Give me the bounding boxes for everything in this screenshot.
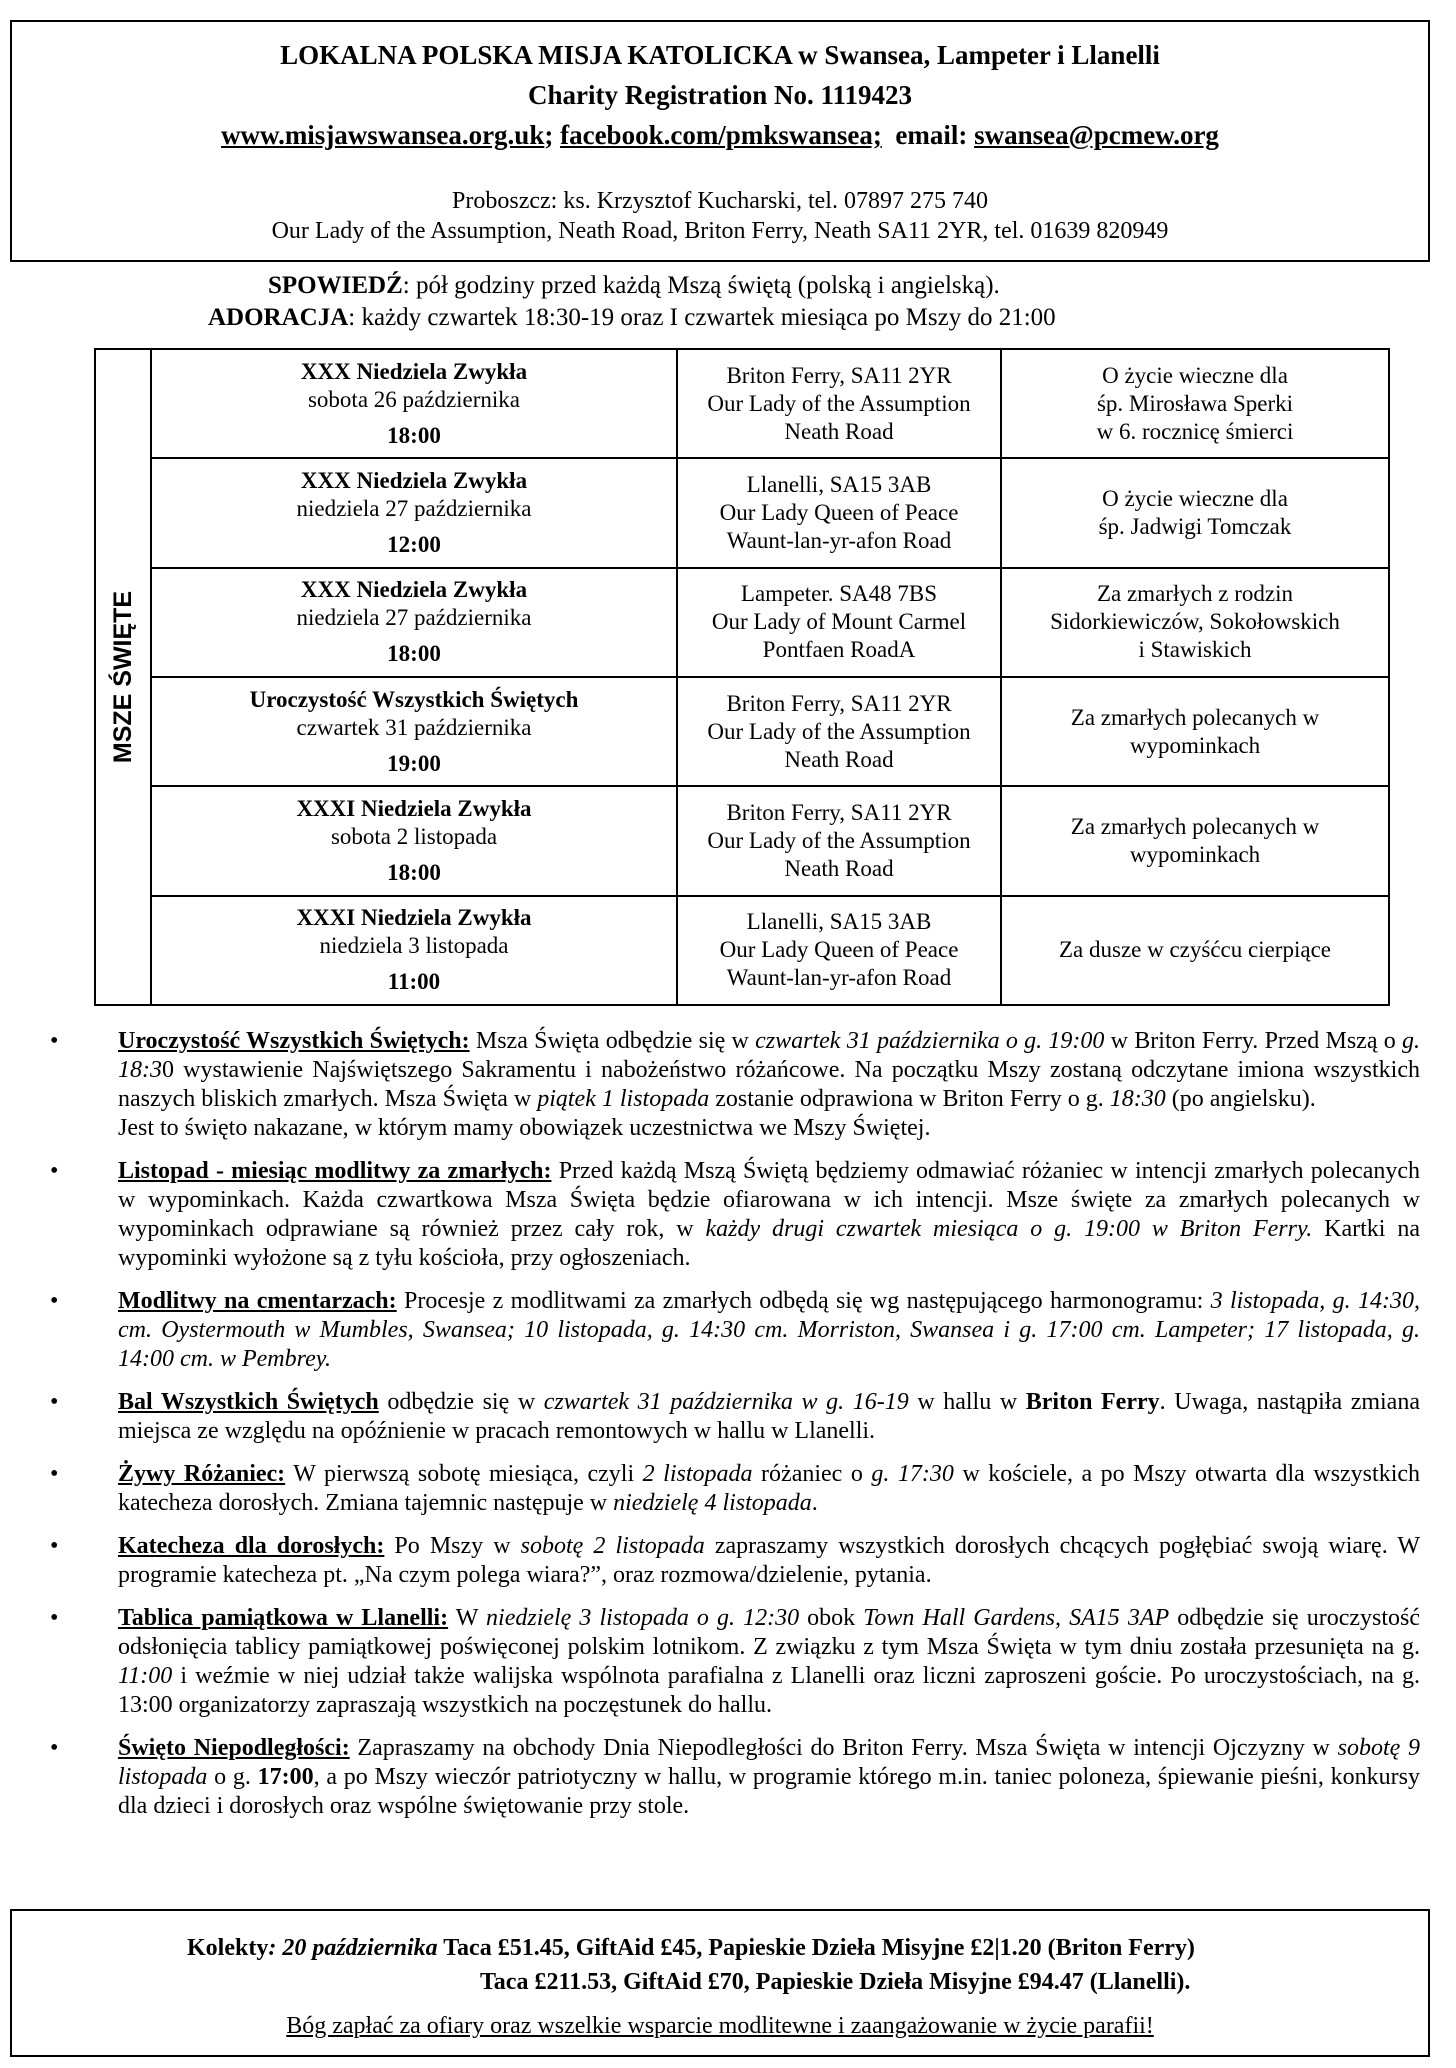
- bullet: •: [50, 1735, 59, 1761]
- intention-line: wypominkach: [1129, 732, 1261, 758]
- notice-emphasis: g. 18:3: [118, 1028, 1420, 1083]
- feast-cell: [151, 896, 677, 1005]
- notice-text: Procesje z modlitwami za zmarłych odbędą się wg następującego harmonogramu:: [396, 1288, 1211, 1314]
- collections-briton-ferry: Taca £51.45, GiftAid £45, Papieskie Dzieła Misyjne £2|1.20 (Briton Ferry): [437, 1935, 1195, 1961]
- confession-label: SPOWIEDŹ: [268, 272, 403, 299]
- feast-date: niedziela 3 listopada: [319, 933, 509, 959]
- bullet: •: [50, 1158, 59, 1184]
- feast-cell: [151, 458, 677, 567]
- place-line: Briton Ferry, SA11 2YR: [726, 799, 952, 825]
- notice-text: w Briton Ferry. Przed Mszą o: [1104, 1028, 1402, 1054]
- notice-bold: Briton Ferry: [1025, 1389, 1160, 1415]
- place-line: Our Lady Queen of Peace: [719, 499, 959, 525]
- notice-bold: 17:00: [257, 1764, 314, 1790]
- intention-line: Za zmarłych polecanych w: [1070, 813, 1320, 839]
- mass-time: 18:00: [387, 859, 441, 885]
- notice-text: Przed każdą Mszą Świętą będziemy odmawiać różaniec w intencji zmarłych polecanych w wypominkach. Każda czwartkowa Msza Święta będzie ofiarowana w ich intencji. Msze święte za zmarłych polecanych w wypominkach odprawiane są również przez cały rok, w: [118, 1158, 1420, 1242]
- mass-row: [95, 349, 1389, 458]
- collections-llanelli: Taca £211.53, GiftAid £70, Papieskie Dzieła Misyjne £94.47 (Llanelli).: [480, 1969, 1191, 1995]
- notice-title: Żywy Różaniec:: [118, 1461, 286, 1487]
- collections-date: : 20 października: [268, 1935, 438, 1961]
- place-line: Pontfaen RoadA: [762, 637, 916, 663]
- place-line: Our Lady of the Assumption: [707, 390, 971, 416]
- notice-text: odbędzie się w: [378, 1389, 544, 1415]
- place-cell: [677, 349, 1001, 458]
- feast-date: niedziela 27 października: [296, 605, 532, 631]
- notice-text: Kartki na wypominki wyłożone są z tyłu kościoła, przy ogłoszeniach.: [118, 1216, 1420, 1271]
- notice-text: odbędzie się uroczystość odsłonięcia tablicy pamiątkowej poświęconej polskim lotnikom. Z związku z tym Msza Święta w tym dniu została przesunięta na g.: [118, 1605, 1421, 1660]
- place-line: Llanelli, SA15 3AB: [746, 909, 932, 935]
- notice-text: w kościele, a po Mszy otwarta dla wszystkich katecheza dorosłych. Zmiana tajemnic następuje w: [118, 1461, 1421, 1516]
- feast-date: czwartek 31 października: [296, 714, 532, 740]
- place-cell: [677, 896, 1001, 1005]
- notice-ball: [40, 1388, 1420, 1446]
- place-line: Waunt-lan-yr-afon Road: [726, 965, 952, 991]
- feast-name: XXX Niedziela Zwykła: [300, 577, 528, 603]
- feast-cell: [151, 677, 677, 786]
- place-line: Llanelli, SA15 3AB: [746, 471, 932, 497]
- bullet: •: [50, 1533, 59, 1559]
- notice-text: . Uwaga, nastąpiła zmiana miejsca ze względu na opóźnienie w pracach remontowych w hallu w Llanelli.: [118, 1389, 1420, 1444]
- notice-text: .: [811, 1490, 818, 1516]
- intention-cell: [1001, 349, 1389, 458]
- feast-name: XXXI Niedziela Zwykła: [296, 905, 532, 931]
- intention-cell: [1001, 568, 1389, 677]
- notice-rosary: [40, 1460, 1420, 1518]
- contact-links: [12, 120, 1428, 151]
- notice-emphasis: niedzielę 4 listopada: [613, 1490, 812, 1516]
- notice-title: Katecheza dla dorosłych:: [118, 1533, 385, 1559]
- notice-emphasis: 11:00: [118, 1663, 173, 1689]
- confession-info: [268, 272, 1000, 300]
- intention-cell: [1001, 677, 1389, 786]
- notice-plaque: [40, 1604, 1420, 1720]
- feast-date: sobota 2 listopada: [330, 823, 498, 849]
- mass-row: [95, 786, 1389, 895]
- links-separator: ;: [544, 120, 561, 150]
- mass-time: 18:00: [387, 641, 441, 667]
- place-line: Neath Road: [784, 746, 894, 772]
- notice-emphasis: 18:30: [1109, 1086, 1166, 1112]
- place-line: Neath Road: [784, 855, 894, 881]
- notice-extra-line: Jest to święto nakazane, w którym mamy obowiązek uczestnictwa we Mszy Świętej.: [118, 1115, 931, 1141]
- mass-row: [95, 458, 1389, 567]
- notice-text: zapraszamy wszystkich dorosłych chcących pogłębiać swoją wiarę. W programie katecheza pt. „Na czym polega wiara?”, oraz rozmowa/dzielenie, pytania.: [118, 1533, 1420, 1588]
- intention-line: Za zmarłych polecanych w: [1070, 704, 1320, 730]
- notice-emphasis: czwartek 31 października w g. 16-19: [543, 1389, 909, 1415]
- intention-cell: [1001, 458, 1389, 567]
- feast-cell: [151, 349, 677, 458]
- intention-line: śp. Mirosława Sperki: [1096, 390, 1294, 416]
- bullet: •: [50, 1461, 59, 1487]
- side-label: MSZE ŚWIĘTE: [109, 590, 137, 764]
- mass-time: 11:00: [387, 969, 441, 995]
- place-cell: [677, 458, 1001, 567]
- collections-label: Kolekty: [187, 1935, 269, 1961]
- confession-text: : pół godziny przed każdą Mszą świętą (polską i angielską).: [402, 272, 1000, 299]
- feast-cell: [151, 568, 677, 677]
- notice-text: różaniec o: [752, 1461, 872, 1487]
- place-line: Briton Ferry, SA11 2YR: [726, 362, 952, 388]
- intention-line: Za dusze w czyśćcu cierpiące: [1058, 937, 1331, 963]
- priest-info: Proboszcz: ks. Krzysztof Kucharski, tel. 07897 275 740: [452, 188, 988, 214]
- notice-title: Listopad - miesiąc modlitwy za zmarłych:: [118, 1158, 552, 1184]
- mass-schedule-table: [94, 348, 1390, 1006]
- notice-emphasis: niedzielę 3 listopada o g. 12:30: [486, 1605, 800, 1631]
- place-cell: [677, 786, 1001, 895]
- feast-date: niedziela 27 października: [296, 495, 532, 521]
- notice-text: zostanie odprawiona w Briton Ferry o g.: [709, 1086, 1110, 1112]
- bullet: •: [50, 1028, 59, 1054]
- place-line: Our Lady Queen of Peace: [719, 937, 959, 963]
- place-cell: [677, 568, 1001, 677]
- email-label: email:: [881, 120, 975, 150]
- place-line: Lampeter. SA48 7BS: [740, 581, 938, 607]
- notices-list: [40, 1027, 1420, 1835]
- intention-line: Sidorkiewiczów, Sokołowskich: [1050, 609, 1340, 635]
- feast-date: sobota 26 października: [307, 386, 521, 412]
- adoration-text: : każdy czwartek 18:30-19 oraz I czwartek miesiąca po Mszy do 21:00: [348, 304, 1056, 331]
- mission-title: LOKALNA POLSKA MISJA KATOLICKA w Swansea, Lampeter i Llanelli: [280, 40, 1160, 70]
- notice-independence: [40, 1734, 1420, 1821]
- mass-time: 12:00: [387, 531, 441, 557]
- notice-text: 0 wystawienie Najświętszego Sakramentu i nabożeństwo różańcowe. Na początku Mszy zostaną odczytane imiona wszystkich naszych bliskich zmarłych. Msza Święta w: [118, 1057, 1420, 1112]
- email-link[interactable]: swansea@pcmew.org: [974, 120, 1219, 150]
- notice-emphasis: sobotę 2 listopada: [520, 1533, 705, 1559]
- notice-emphasis: 3 listopada, g. 14:30, cm. Oystermouth w Mumbles, Swansea; 10 listopada, g. 14:30 cm. Morriston, Swansea i g. 17:00 cm. Lampeter; 17 listopada, g. 14:00 cm. w Pembrey.: [118, 1288, 1420, 1372]
- feast-cell: [151, 786, 677, 895]
- intention-line: w 6. rocznicę śmierci: [1096, 418, 1294, 444]
- notice-text: w hallu w: [908, 1389, 1026, 1415]
- notice-text: i weźmie w niej udział także walijska wspólnota parafialna z Llanelli oraz liczni zaproszeni goście. Po uroczystościach, na g. 13:00 organizatorzy zapraszają wszystkich na poczęstunek do hallu.: [118, 1663, 1420, 1718]
- church-address: Our Lady of the Assumption, Neath Road, Briton Ferry, Neath SA11 2YR, tel. 01639 820949: [271, 218, 1169, 244]
- notice-title: Bal Wszystkich Świętych: [118, 1389, 379, 1415]
- bullet: •: [50, 1288, 59, 1314]
- notice-november: [40, 1157, 1420, 1273]
- place-line: Neath Road: [784, 418, 894, 444]
- header-box: [10, 20, 1430, 262]
- feast-name: XXX Niedziela Zwykła: [300, 358, 528, 384]
- notice-text: Po Mszy w: [384, 1533, 521, 1559]
- intention-cell: [1001, 896, 1389, 1005]
- notice-text: W: [448, 1605, 487, 1631]
- website-link[interactable]: www.misjawswansea.org.uk: [221, 120, 545, 150]
- feast-name: XXXI Niedziela Zwykła: [296, 795, 532, 821]
- notice-emphasis: piątek 1 listopada: [537, 1086, 710, 1112]
- notice-cemeteries: [40, 1287, 1420, 1374]
- notice-all-saints: [40, 1027, 1420, 1143]
- intention-line: O życie wieczne dla: [1102, 362, 1288, 388]
- notice-text: Msza Święta odbędzie się w: [469, 1028, 756, 1054]
- place-line: Our Lady of the Assumption: [707, 718, 971, 744]
- notice-text: obok: [799, 1605, 864, 1631]
- intention-line: Za zmarłych z rodzin: [1096, 581, 1294, 607]
- notice-text: Zapraszamy na obchody Dnia Niepodległości do Briton Ferry. Msza Święta w intencji Ojczyzny w: [349, 1735, 1338, 1761]
- side-label-cell: [95, 349, 151, 1005]
- place-line: Briton Ferry, SA11 2YR: [726, 690, 952, 716]
- intention-line: śp. Jadwigi Tomczak: [1098, 513, 1292, 539]
- notice-text: o g.: [207, 1764, 258, 1790]
- mass-row: [95, 896, 1389, 1005]
- notice-emphasis: czwartek 31 października o g. 19:00: [755, 1028, 1105, 1054]
- adoration-info: [208, 304, 1056, 332]
- collections-box: [10, 1909, 1430, 2057]
- notice-text: W pierwszą sobotę miesiąca, czyli: [285, 1461, 643, 1487]
- intention-line: wypominkach: [1129, 841, 1261, 867]
- intention-cell: [1001, 786, 1389, 895]
- notice-text: (po angielsku).: [1165, 1086, 1316, 1112]
- bullet: •: [50, 1605, 59, 1631]
- notice-emphasis: Town Hall Gardens, SA15 3AP: [863, 1605, 1170, 1631]
- mass-row: [95, 568, 1389, 677]
- notice-emphasis: sobotę 9 listopada: [118, 1735, 1420, 1790]
- place-line: Waunt-lan-yr-afon Road: [726, 527, 952, 553]
- notice-title: Święto Niepodległości:: [118, 1735, 350, 1761]
- thanks-line: Bóg zapłać za ofiary oraz wszelkie wsparcie modlitewne i zaangażowanie w życie parafii!: [286, 2013, 1154, 2039]
- intention-line: i Stawiskich: [1138, 637, 1252, 663]
- notice-catechesis: [40, 1532, 1420, 1590]
- place-cell: [677, 677, 1001, 786]
- collections-line-1: [187, 1935, 1195, 1962]
- facebook-link[interactable]: facebook.com/pmkswansea;: [560, 120, 882, 150]
- notice-title: Modlitwy na cmentarzach:: [118, 1288, 397, 1314]
- intention-line: O życie wieczne dla: [1102, 485, 1288, 511]
- feast-name: Uroczystość Wszystkich Świętych: [249, 686, 579, 712]
- notice-title: Uroczystość Wszystkich Świętych:: [118, 1028, 470, 1054]
- mass-time: 18:00: [387, 422, 441, 448]
- mass-row: [95, 677, 1389, 786]
- notice-emphasis: każdy drugi czwartek miesiąca o g. 19:00 w Briton Ferry.: [705, 1216, 1313, 1242]
- notice-emphasis: 2 listopada: [642, 1461, 753, 1487]
- charity-number: Charity Registration No. 1119423: [528, 80, 912, 110]
- adoration-label: ADORACJA: [208, 304, 349, 331]
- notice-text: , a po Mszy wieczór patriotyczny w hallu, w programie którego m.in. taniec poloneza, śpiewanie pieśni, konkursy dla dzieci i dorosłych oraz wspólne świętowanie przy stole.: [118, 1764, 1421, 1819]
- notice-emphasis: g. 17:30: [871, 1461, 954, 1487]
- place-line: Our Lady of the Assumption: [707, 827, 971, 853]
- feast-name: XXX Niedziela Zwykła: [300, 467, 528, 493]
- mass-time: 19:00: [387, 750, 441, 776]
- notice-title: Tablica pamiątkowa w Llanelli:: [118, 1605, 449, 1631]
- bullet: •: [50, 1389, 59, 1415]
- place-line: Our Lady of Mount Carmel: [711, 609, 967, 635]
